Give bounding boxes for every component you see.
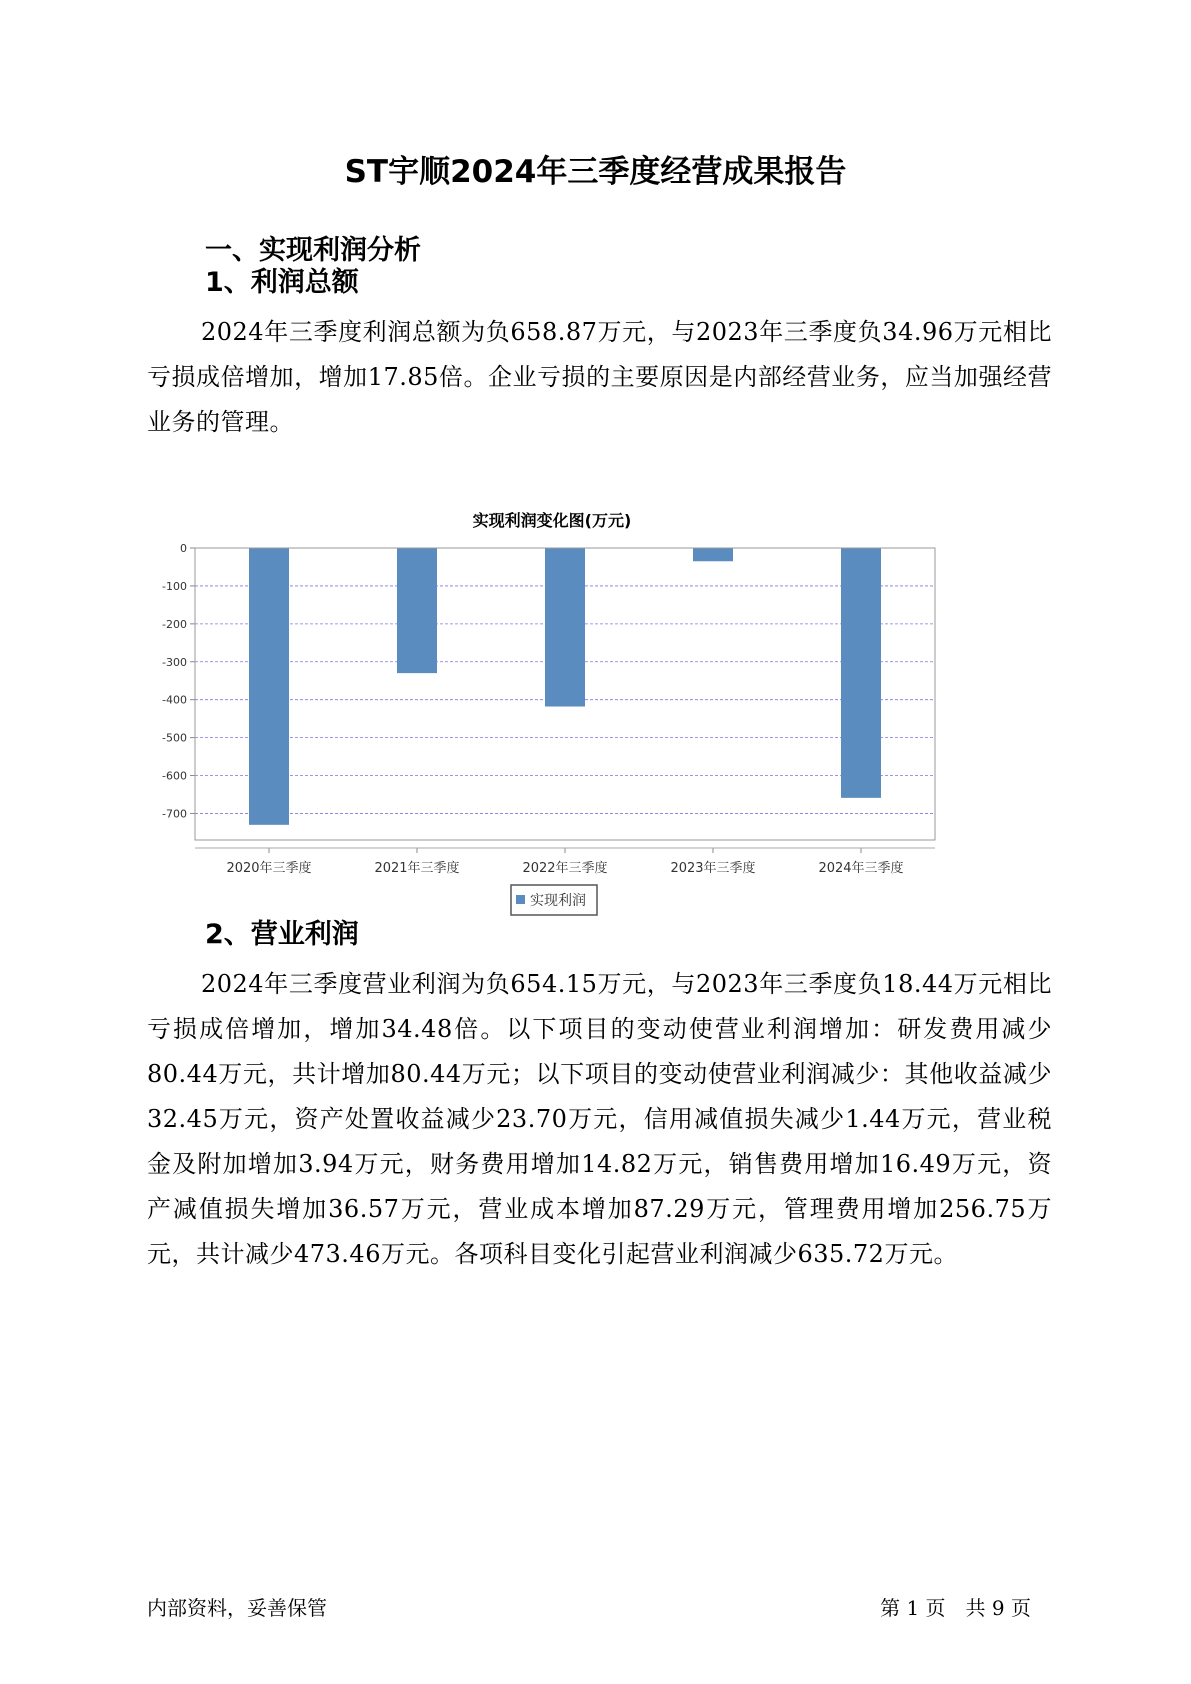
x-tick-label: 2021年三季度 [374, 861, 460, 876]
x-tick-label: 2024年三季度 [818, 861, 904, 876]
x-tick-label: 2023年三季度 [670, 861, 756, 876]
chart-title: 实现利润变化图(万元) [472, 511, 632, 530]
bar-4 [693, 548, 733, 561]
total-profit-paragraph: 2024年三季度利润总额为负658.87万元，与2023年三季度负34.96万元相比亏损成倍增加，增加17.85倍。企业亏损的主要原因是内部经营业务，应当加强经营业务的管理。 [147, 318, 1052, 436]
bar-5 [841, 548, 881, 798]
section-heading-profit-analysis: 一、实现利润分析 [205, 235, 421, 266]
chart-x-axis [195, 848, 935, 876]
y-tick-label: -100 [162, 579, 187, 593]
legend-label-realized-profit: 实现利润 [530, 893, 586, 909]
footer-page-number: 第 1 页 共 9 页 [880, 1596, 1031, 1620]
x-tick-label: 2022年三季度 [522, 861, 608, 876]
y-tick-label: -500 [162, 731, 187, 745]
subsection-heading-total-profit: 1、利润总额 [205, 267, 359, 298]
bar-2 [397, 548, 437, 673]
chart-bars [249, 548, 881, 825]
y-tick-label: -400 [162, 693, 187, 707]
footer-confidential-note: 内部资料，妥善保管 [147, 1596, 327, 1620]
y-tick-label: 0 [180, 542, 187, 555]
chart-y-axis [162, 542, 195, 820]
subsection-heading-operating-profit: 2、营业利润 [205, 919, 359, 950]
y-tick-label: -200 [162, 617, 187, 631]
profit-bar-chart [147, 500, 1047, 950]
y-tick-label: -700 [162, 807, 187, 821]
x-tick-label: 2020年三季度 [226, 861, 312, 876]
legend-swatch [516, 895, 525, 904]
y-tick-label: -600 [162, 769, 187, 783]
y-tick-label: -300 [162, 655, 187, 669]
chart-legend [511, 885, 597, 915]
bar-3 [545, 548, 585, 707]
operating-profit-paragraph: 2024年三季度营业利润为负654.15万元，与2023年三季度负18.44万元相比亏损成倍增加，增加34.48倍。以下项目的变动使营业利润增加：研发费用减少80.44万元，共计增加80.44万元；以下项目的变动使营业利润减少：其他收益减少32.45万元，资产处置收益减少23.70万元，信用减值损失减少1.44万元，营业税金及附加增加3.94万元，财务费用增加14.82万元，销售费用增加16.49万元，资产减值损失增加36.57万元，营业成本增加87.29万元，管理费用增加256.75万元，共计减少473.46万元。各项科目变化引起营业利润减少635.72万元。 [147, 970, 1052, 1268]
bar-1 [249, 548, 289, 825]
report-title: ST宇顺2024年三季度经营成果报告 [344, 154, 847, 190]
